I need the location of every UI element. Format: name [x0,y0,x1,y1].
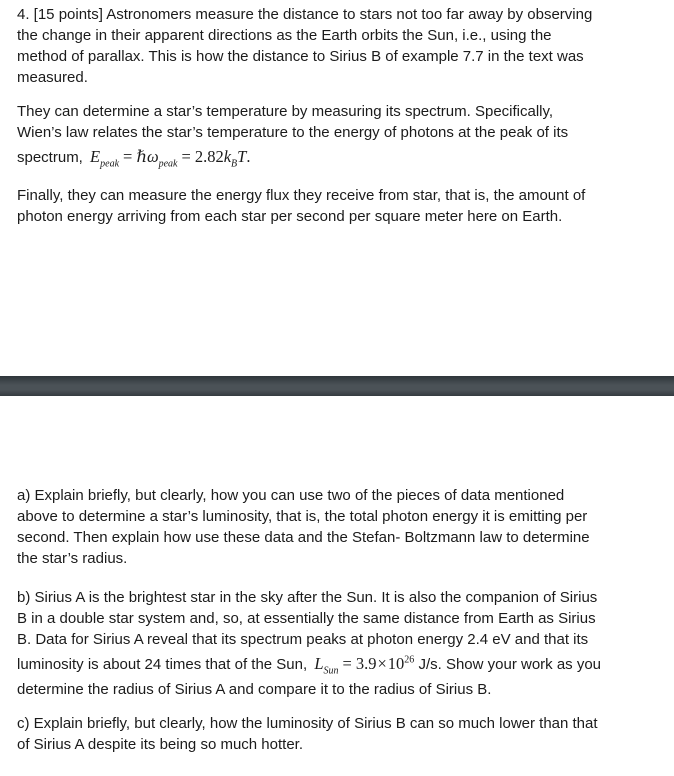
paragraph-part-c [17,713,657,755]
page-break-divider [0,376,674,396]
text-line: method of parallax. This is how the distance to Sirius B of example 7.7 in the text was [17,48,584,65]
math-exponent: 26 [404,654,415,666]
equals-sign: = [342,654,352,673]
paragraph-part-b [17,587,657,700]
text-line: second. Then explain how use these data and the Stefan- Boltzmann law to determine [17,529,590,546]
units-fragment: J/s. [418,656,442,673]
text-line: c) Explain briefly, but clearly, how the luminosity of Sirius B can so much lower than that [17,715,598,732]
text-line: of Sirius A despite its being so much hotter. [17,736,303,753]
text-line: a) Explain briefly, but clearly, how you can use two of the pieces of data mentioned [17,487,565,504]
text-line: B. Data for Sirius A reveal that its spectrum peaks at photon energy 2.4 eV and that its [17,631,589,648]
wien-law-line [17,143,657,172]
text-line: Wien’s law relates the star’s temperature to the energy of photons at the peak of its [17,124,569,141]
paragraph-parallax [17,0,657,88]
text-line: the star’s radius. [17,550,128,567]
text-line: determine the radius of Sirius A and compare it to the radius of Sirius B. [17,681,492,698]
text-fragment: luminosity is about 24 times that of the Sun, [17,656,308,673]
text-fragment: spectrum, [17,149,83,166]
math-subscript: Sun [323,665,339,677]
text-line: photon energy arriving from each star per second per square meter here on Earth. [17,208,563,225]
math-number: 10 [387,654,405,673]
math-subscript: B [231,158,238,170]
math-subscript: peak [158,158,178,170]
text-line: above to determine a star’s luminosity, that is, the total photon energy it is emitting per [17,508,588,525]
text-fragment: Show your work as you [445,656,602,673]
paragraph-wien-law [17,101,657,172]
math-number: 2.82 [194,147,224,166]
equals-sign: = [123,147,133,166]
text-line: B in a double star system and, so, at essentially the same distance from Earth as Sirius [17,610,596,627]
text-line: Finally, they can measure the energy flux they receive from star, that is, the amount of [17,187,586,204]
problem-statement-section [0,0,674,227]
text-line: 4. [15 points] Astronomers measure the distance to stars not too far away by observing [17,6,593,23]
text-line: the change in their apparent directions as the Earth orbits the Sun, i.e., using the [17,27,552,44]
math-symbol: L [314,654,324,673]
text-line: measured. [17,69,88,86]
math-symbol: T [237,147,247,166]
paragraph-energy-flux [17,185,657,227]
math-number: 3.9 [355,654,377,673]
times-sign: × [377,654,387,673]
text-line: b) Sirius A is the brightest star in the sky after the Sun. It is also the companion of Sirius [17,589,598,606]
equals-sign: = [181,147,191,166]
paragraph-part-a [17,485,657,569]
luminosity-formula [314,654,415,677]
hbar-omega-symbol: ℏω [136,147,159,166]
text-line: They can determine a star’s temperature by measuring its spectrum. Specifically, [17,103,554,120]
math-symbol: E [90,147,101,166]
luminosity-line [17,650,657,679]
question-parts-section [0,396,674,755]
wien-formula [90,147,251,170]
math-period: . [246,147,251,166]
math-subscript: peak [100,158,120,170]
math-symbol: k [223,147,232,166]
